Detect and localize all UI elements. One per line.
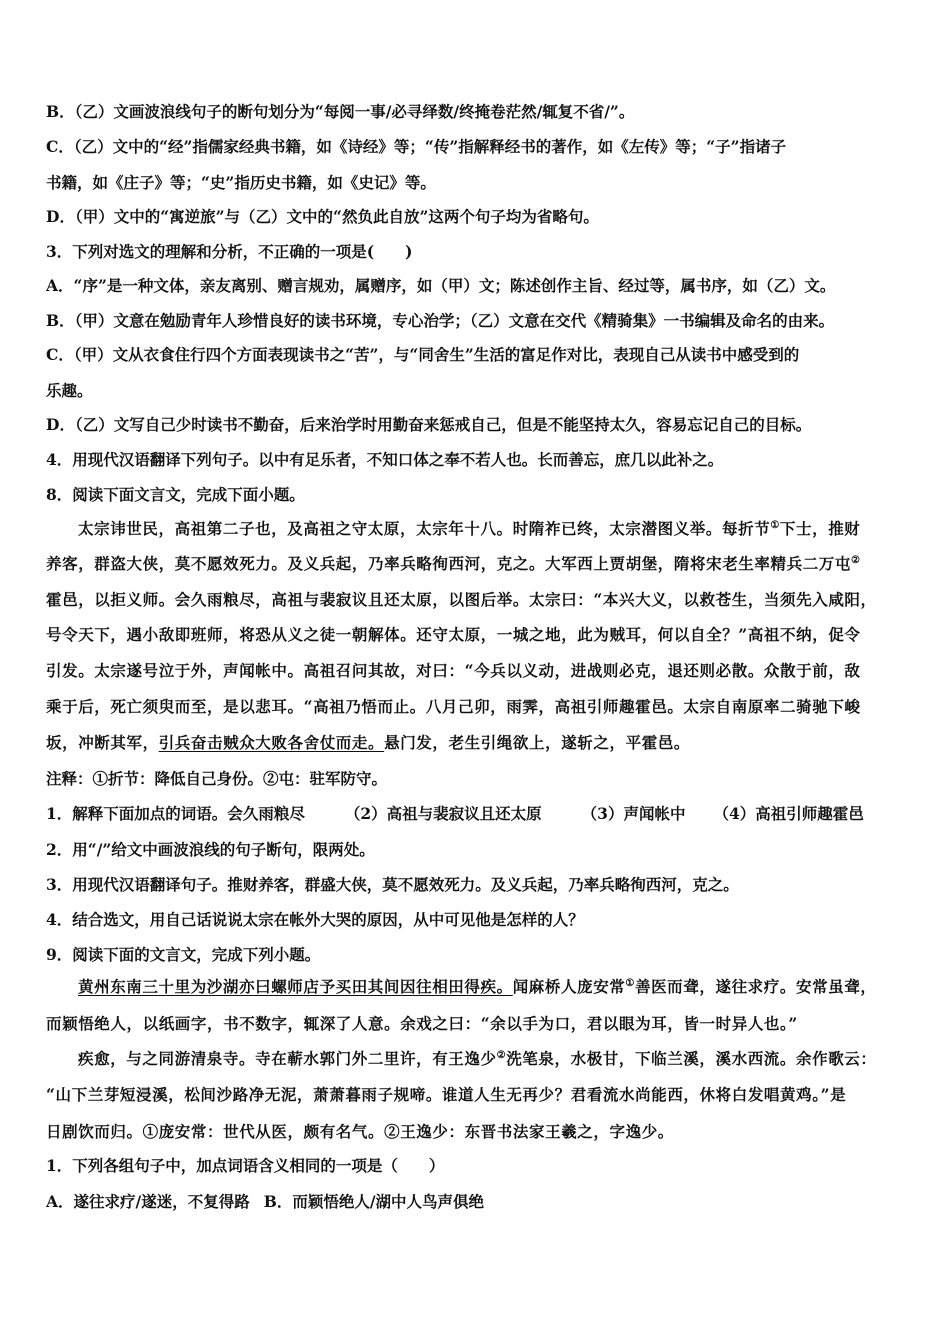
passage-9-line: 黄州东南三十里为沙湖亦曰螺师店予买田其间因往相田得疾。闻麻桥人庞安常①善医而聋，遂往求疗。安常虽聋，	[78, 977, 877, 996]
q8-sub1: 1．解释下面加点的词语。会久雨粮尽 （2）高祖与裴寂议且还太原 （3）声闻帐中 （4）高祖引师趣霍邑	[46, 804, 864, 823]
passage-8-line: 引发。太宗遂号泣于外，声闻帐中。高祖召问其故，对曰：“今兵以义动，进战则必克，退还则必散。众散于前，敌	[46, 661, 861, 680]
option-c-line-cont: 书籍，如《庄子》等；“史”指历史书籍，如《史记》等。	[46, 173, 436, 192]
option-b-line: B．（乙）文画波浪线句子的断句划分为“每阅一事/必寻绎数/终掩卷茫然/辄复不省/”。	[46, 102, 635, 121]
option-d-line: D．（甲）文中的“寓逆旅”与（乙）文中的“然负此自放”这两个句子均为省略句。	[46, 207, 599, 226]
question-4-title: 4．用现代汉语翻译下列句子。以中有足乐者，不知口体之奉不若人也。长而善忘，庶几以此补之。	[46, 450, 724, 469]
passage-8-line: 养客，群盗大侠，莫不愿效死力。及义兵起，乃率兵略徇西河，克之。大军西上贾胡堡，隋将宋老生率精兵二万屯②	[46, 554, 861, 573]
section-9-title: 9．阅读下面的文言文，完成下列小题。	[46, 945, 321, 964]
passage-9-line: 日剧饮而归。①庞安常：世代从医，颇有名气。②王逸少：东晋书法家王羲之，字逸少。	[46, 1122, 674, 1141]
q3-option-a: A．“序”是一种文体，亲友离别、赠言规劝，属赠序，如（甲）文；陈述创作主旨、经过等，属书序，如（乙）文。	[46, 276, 836, 295]
dotted-word: 绝	[468, 1192, 485, 1211]
passage-8-line: 乘于后，死亡须臾而至，是以悲耳。“高祖乃悟而止。八月己卯，雨霁，高祖引师趣霍邑。太宗自南原率二骑驰下峻	[46, 697, 861, 716]
q8-sub2: 2．用“/”给文中画波浪线的句子断句，限两处。	[46, 840, 375, 859]
passage-8-line: 太宗讳世民，高祖第二子也，及高祖之守太原，太宗年十八。时隋祚已终，太宗潜图义举。每折节①下士，推财	[78, 519, 861, 538]
q3-option-c-cont: 乐趣。	[46, 381, 93, 400]
passage-9-line: “山下兰芽短浸溪，松间沙路净无泥，萧萧暮雨子规啼。谁道人生无再少？君看流水尚能西，休将白发唱黄鸡。”是	[46, 1085, 847, 1104]
dotted-word: 绝	[338, 1192, 355, 1211]
dotted-word: 遂	[141, 1192, 157, 1211]
wavy-underlined-sentence: 引兵奋击贼众大败各舍仗而走。	[158, 733, 385, 752]
passage-9-line: 疾愈，与之同游清泉寺。寺在蕲水郭门外二里许，有王逸少②洗笔泉，水极甘，下临兰溪，溪水西流。余作歌云：	[78, 1049, 877, 1068]
dotted-word: 会	[227, 804, 243, 823]
dotted-word: 且	[479, 804, 496, 823]
passage-8-line: 号令天下，遇小敌即班师，将恐从义之徒一朝解体。还守太原，一城之地，此为贼耳，何以自全？”高祖不纳，促令	[46, 625, 861, 644]
wavy-underlined-sentence: 黄州东南三十里为沙湖亦曰螺师店予买田其间因往相田得疾。	[78, 977, 513, 996]
q9-sub1: 1．下列各组句子中，加点词语含义相同的一项是（ ）	[46, 1156, 445, 1175]
dotted-word: 遂	[73, 1192, 90, 1211]
annotation-line: 注释：①折节：降低自己身份。②屯：驻军防守。	[46, 769, 388, 788]
q8-sub4: 4．结合选文，用自己话说说太宗在帐外大哭的原因，从中可见他是怎样的人？	[46, 910, 584, 929]
passage-9-line: 而颖悟绝人，以纸画字，书不数字，辄深了人意。余戏之曰：“余以手为口，君以眼为耳，皆一时异人也。”	[46, 1014, 798, 1033]
dotted-word: 趣	[817, 804, 833, 823]
option-c-line: C．（乙）文中的“经”指儒家经典书籍，如《诗经》等；“传”指解释经书的著作，如《左传》等；“子”指诸子	[46, 137, 787, 156]
q9-sub1-options: A．遂往求疗/遂迷，不复得路 B．而颖悟绝人/湖中人鸟声俱绝	[46, 1192, 485, 1211]
passage-8-line: 坂，冲断其军，引兵奋击贼众大败各舍仗而走。悬门发，老生引绳欲上，遂斩之，平霍邑。	[46, 733, 691, 752]
q8-sub3: 3．用现代汉语翻译句子。推财养客，群盛大侠，莫不愿效死力。及义兵起，乃率兵略徇西河，克之。	[46, 875, 739, 894]
section-8-title: 8．阅读下面文言文，完成下面小题。	[46, 485, 305, 504]
question-3-title: 3．下列对选文的理解和分析，不正确的一项是( )	[46, 242, 413, 261]
dotted-word: 相同	[289, 1156, 321, 1175]
dotted-word: 闻	[638, 804, 655, 823]
dotted-word: 含义	[258, 1156, 290, 1175]
q3-option-d: D．（乙）文写自己少时读书不勤奋，后来治学时用勤奋来惩戒自己，但是不能坚持太久，容易忘记自己的目标。	[46, 415, 812, 434]
q3-option-c: C．（甲）文从衣食住行四个方面表现读书之“苦”，与“同舍生”生活的富足作对比，表现自己从读书中感受到的	[46, 345, 800, 364]
q3-option-b: B．（甲）文意在勉励青年人珍惜良好的读书环境，专心治学；（乙）文意在交代《精骑集》一书编辑及命名的由来。	[46, 311, 835, 330]
passage-8-line: 霍邑，以拒义师。会久雨粮尽，高祖与裴寂议且还太原，以图后举。太宗曰：“本兴大义，以救苍生，当须先入咸阳，	[46, 590, 877, 609]
